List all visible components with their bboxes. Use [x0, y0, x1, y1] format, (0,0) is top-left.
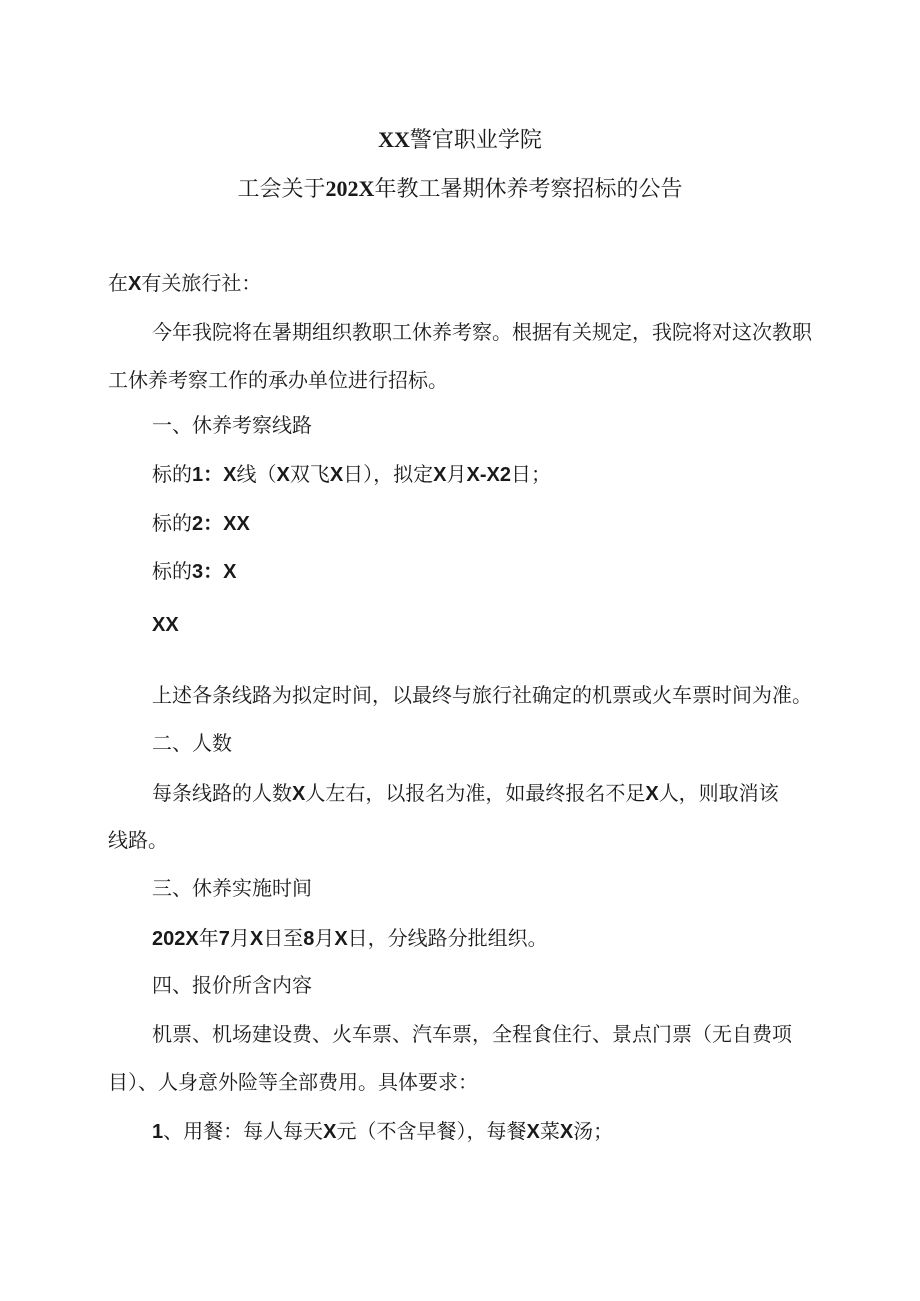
- headcount-paragraph-line2: 线路。: [108, 828, 168, 852]
- route-item-3: 标的3：X: [152, 559, 237, 583]
- salutation: 在X有关旅行社：: [108, 271, 262, 295]
- route-note: 上述各条线路为拟定时间，以最终与旅行社确定的机票或火车票时间为准。: [152, 683, 812, 707]
- requirement-item-1: 1、用餐：每人每天X元（不含早餐），每餐X菜X汤；: [152, 1119, 614, 1143]
- intro-paragraph-line1: 今年我院将在暑期组织教职工休养考察。根据有关规定，我院将对这次教职: [152, 320, 812, 344]
- headcount-paragraph-line1: 每条线路的人数X人左右，以报名为准，如最终报名不足X人，则取消该: [152, 781, 779, 805]
- quote-paragraph-line2: 目）、人身意外险等全部费用。具体要求：: [108, 1070, 478, 1094]
- section-heading-schedule: 三、休养实施时间: [152, 876, 312, 900]
- schedule-paragraph: 202X年7月X日至8月X日，分线路分批组织。: [152, 926, 548, 950]
- route-item-2: 标的2：XX: [152, 511, 250, 535]
- route-extra: XX: [152, 614, 179, 636]
- section-heading-headcount: 二、人数: [152, 731, 232, 755]
- section-heading-routes: 一、休养考察线路: [152, 413, 312, 437]
- document-title-line1: XX警官职业学院: [378, 127, 542, 153]
- document-title-line2: 工会关于202X年教工暑期休养考察招标的公告: [237, 176, 683, 202]
- intro-paragraph-line2: 工休养考察工作的承办单位进行招标。: [108, 368, 448, 392]
- quote-paragraph-line1: 机票、机场建设费、火车票、汽车票，全程食住行、景点门票（无自费项: [152, 1022, 792, 1046]
- route-item-1: 标的1：X线（X双飞X日），拟定X月X-X2日；: [152, 462, 551, 486]
- section-heading-quote: 四、报价所含内容: [152, 973, 312, 997]
